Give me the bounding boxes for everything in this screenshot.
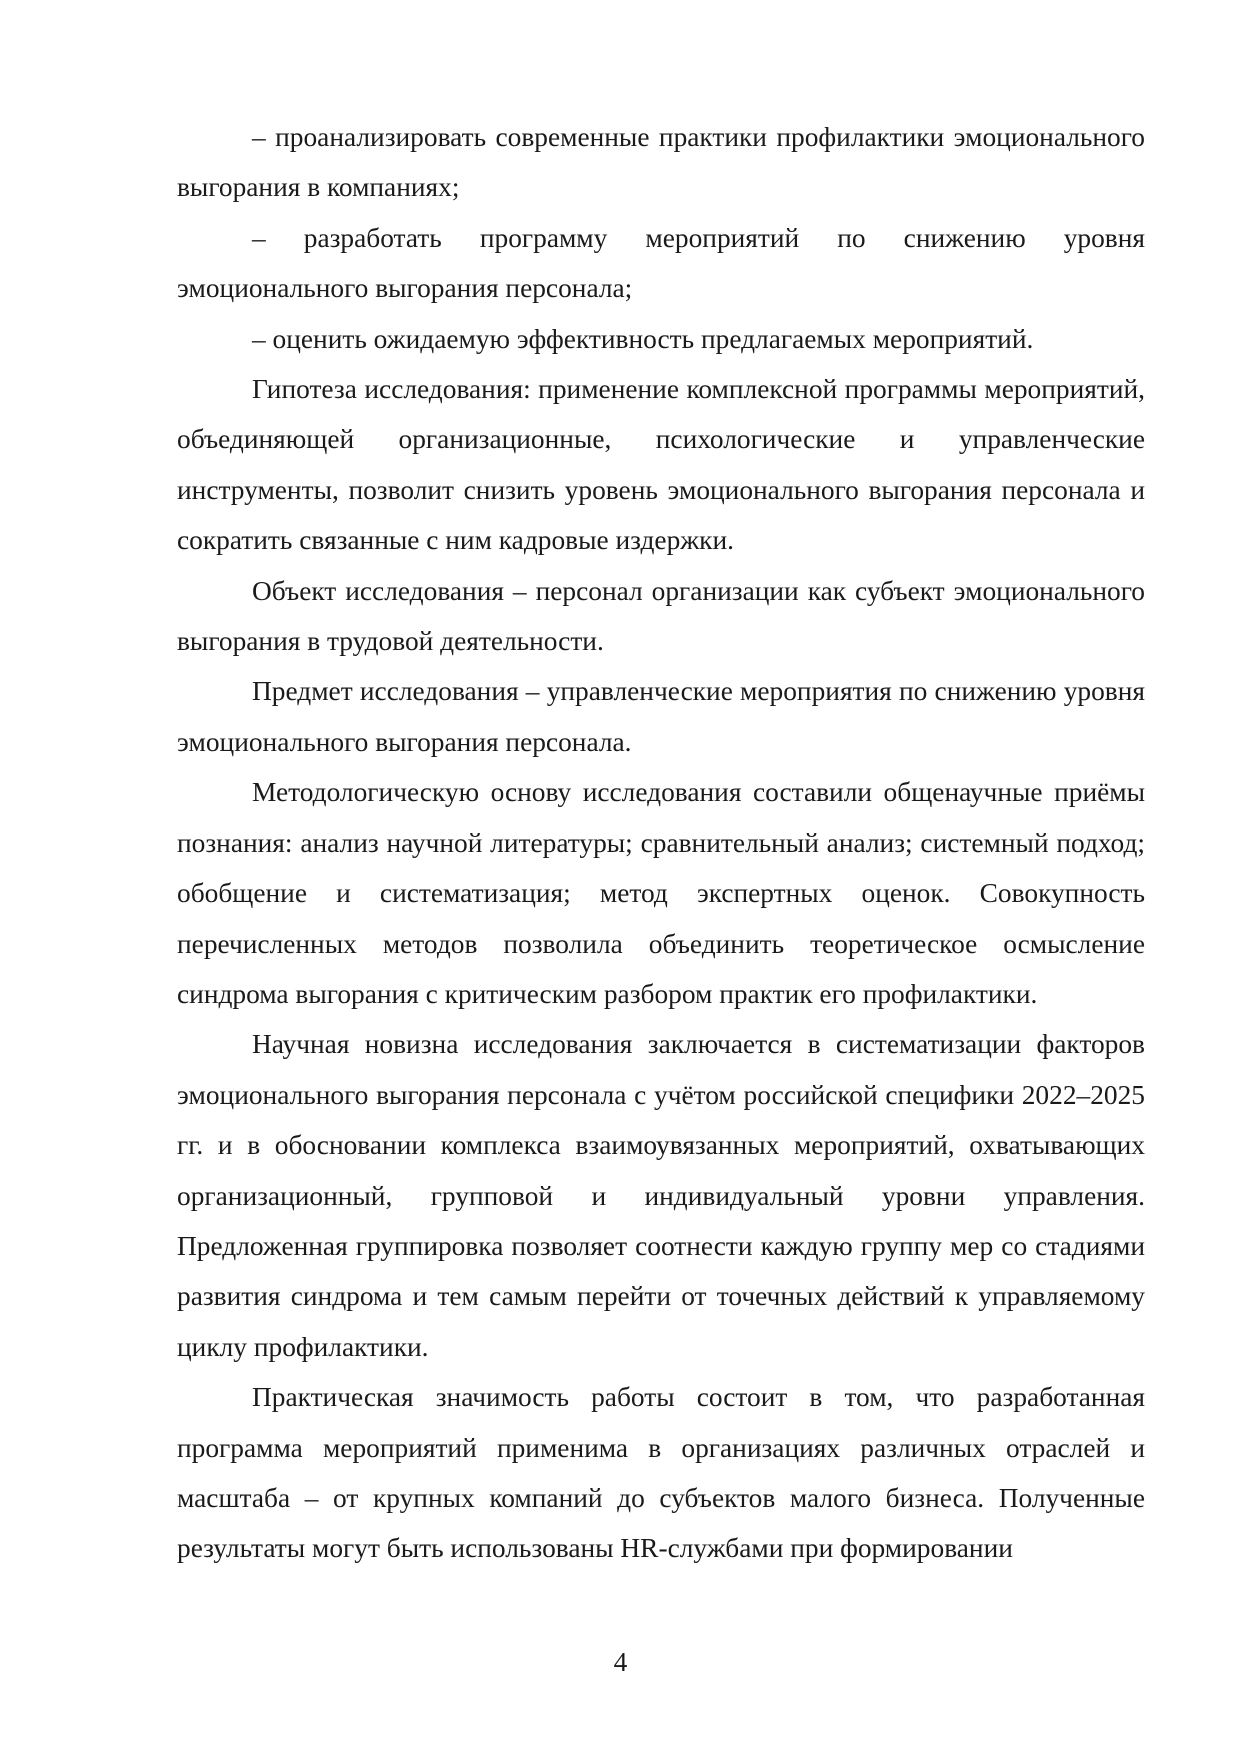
task-evaluate-effectiveness: – оценить ожидаемую эффективность предлагаемых мероприятий. [252, 323, 1034, 354]
novelty-paragraph: Научная новизна исследования заключается в систематизации факторов эмоционального выгорания персонала с учётом российской специфики 2022–2025 гг. и в обосновании комплекса взаимоувязанных мероприятий, охватывающих организационный, групповой и индивидуальный уровни управления. Предложенная группировка позволяет соотнести каждую группу мер со стадиями развития синдрома и тем самым перейти от точечных действий к управляемому циклу профилактики. [177, 1029, 1145, 1362]
significance-paragraph: Практическая значимость работы состоит в том, что разработанная программа мероприятий применима в организациях различных отраслей и масштаба – от крупных компаний до субъектов малого бизнеса. Полученные результаты могут быть использованы HR-службами при формировании [177, 1382, 1145, 1564]
hypothesis-paragraph: Гипотеза исследования: применение комплексной программы мероприятий, объединяющей организационные, психологические и управленческие инструменты, позволит снизить уровень эмоционального выгорания персонала и сократить связанные с ним кадровые издержки. [177, 374, 1145, 556]
object-paragraph: Объект исследования – персонал организации как субъект эмоционального выгорания в трудовой деятельности. [177, 575, 1145, 657]
page-number: 4 [613, 1647, 628, 1677]
body-text [177, 112, 1145, 1574]
methodology-paragraph: Методологическую основу исследования составили общенаучные приёмы познания: анализ научной литературы; сравнительный анализ; системный подход; обобщение и систематизация; метод экспертных оценок. Совокупность перечисленных методов позволила объединить теоретическое осмысление синдрома выгорания с критическим разбором практик его профилактики. [177, 777, 1145, 1009]
task-develop-program: – разработать программу мероприятий по снижению уровня эмоционального выгорания персонала; [177, 222, 1145, 304]
task-analyze-practices: – проанализировать современные практики профилактики эмоционального выгорания в компаниях; [177, 122, 1145, 203]
subject-paragraph: Предмет исследования – управленческие мероприятия по снижению уровня эмоционального выгорания персонала. [177, 676, 1145, 757]
